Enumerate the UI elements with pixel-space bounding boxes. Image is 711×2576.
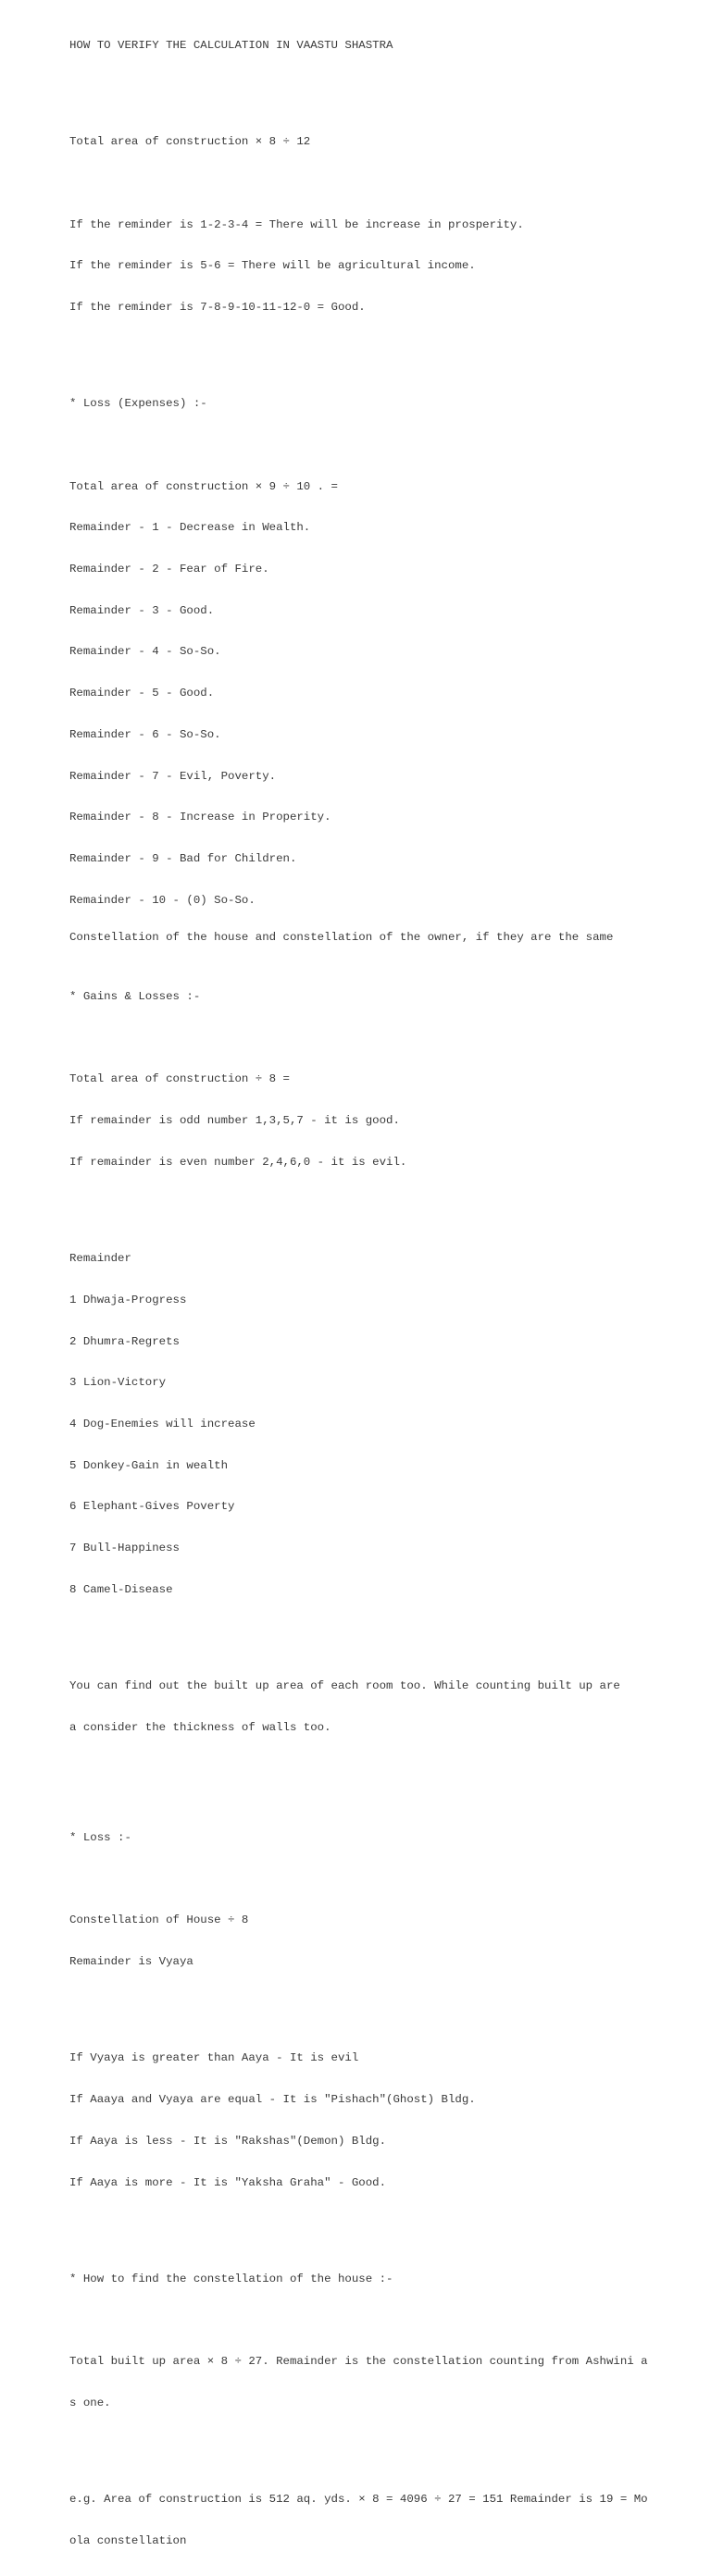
footer-line: Constellation of the house and constellation of the owner, if they are the same [69, 931, 614, 944]
built-up-area-note: You can find out the built up area of each room too. While counting built up are [69, 1679, 620, 1693]
constellation-method: Total built up area × 8 ÷ 27. Remainder is the constellation counting from Ashwini a [69, 2355, 648, 2369]
aaya-vyaya-line: If Vyaya is greater than Aaya - It is evil [69, 2051, 359, 2065]
example-line: ola constellation [69, 2533, 187, 2547]
aaya-vyaya-line: If Aaaya and Vyaya are equal - It is "Pishach"(Ghost) Bldg. [69, 2093, 476, 2107]
remainder-line: Remainder - 10 - (0) So-So. [69, 893, 256, 907]
gains-losses-heading: * Gains & Losses :- [69, 990, 201, 1003]
constellation-formula: Constellation of House ÷ 8 [69, 1913, 249, 1927]
gains-losses-line: If remainder is odd number 1,3,5,7 - it is good. [69, 1114, 400, 1128]
remainder-list-item: 4 Dog-Enemies will increase [69, 1417, 256, 1430]
document-title: HOW TO VERIFY THE CALCULATION IN VAASTU SHASTRA [69, 38, 393, 52]
example-line: e.g. Area of construction is 512 aq. yds. × 8 = 4096 ÷ 27 = 151 Remainder is 19 = Mo [69, 2493, 648, 2507]
prosperity-line: If the reminder is 1-2-3-4 = There will be increase in prosperity. [69, 217, 524, 231]
remainder-line: Remainder - 6 - So-So. [69, 727, 221, 741]
document-body [69, 11, 662, 2576]
gains-losses-formula: Total area of construction ÷ 8 = [69, 1072, 290, 1086]
remainder-list-item: 3 Lion-Victory [69, 1376, 167, 1390]
prosperity-line: If the reminder is 7-8-9-10-11-12-0 = Good. [69, 300, 366, 314]
gains-losses-line: If remainder is even number 2,4,6,0 - it is evil. [69, 1155, 407, 1169]
constellation-heading: * How to find the constellation of the house :- [69, 2272, 393, 2285]
remainder-line: Remainder - 3 - Good. [69, 603, 215, 617]
loss-heading: * Loss :- [69, 1830, 131, 1844]
remainder-list-item: 5 Donkey-Gain in wealth [69, 1458, 229, 1472]
remainder-list-item: 8 Camel-Disease [69, 1582, 173, 1596]
remainder-list-item: 1 Dhwaja-Progress [69, 1293, 187, 1307]
built-up-area-note: a consider the thickness of walls too. [69, 1720, 331, 1734]
aaya-vyaya-line: If Aaya is less - It is "Rakshas"(Demon) Bldg. [69, 2134, 387, 2148]
remainder-line: Remainder - 4 - So-So. [69, 645, 221, 659]
remainder-line: Remainder - 8 - Increase in Properity. [69, 811, 331, 824]
remainder-list-heading: Remainder [69, 1252, 131, 1266]
loss-expenses-heading: * Loss (Expenses) :- [69, 397, 207, 411]
remainder-line: Remainder - 1 - Decrease in Wealth. [69, 521, 311, 535]
constellation-method: s one. [69, 2396, 111, 2409]
remainder-line: Remainder - 5 - Good. [69, 687, 215, 700]
vyaya-line: Remainder is Vyaya [69, 1955, 193, 1969]
remainder-line: Remainder - 9 - Bad for Children. [69, 851, 297, 865]
prosperity-line: If the reminder is 5-6 = There will be agricultural income. [69, 259, 476, 273]
remainder-list-item: 2 Dhumra-Regrets [69, 1334, 180, 1348]
prosperity-formula: Total area of construction × 8 ÷ 12 [69, 135, 311, 149]
loss-expenses-formula: Total area of construction × 9 ÷ 10 . = [69, 479, 338, 493]
remainder-list-item: 7 Bull-Happiness [69, 1542, 180, 1555]
remainder-line: Remainder - 2 - Fear of Fire. [69, 563, 269, 576]
remainder-list-item: 6 Elephant-Gives Poverty [69, 1500, 235, 1514]
remainder-line: Remainder - 7 - Evil, Poverty. [69, 769, 277, 783]
aaya-vyaya-line: If Aaya is more - It is "Yaksha Graha" - Good. [69, 2175, 387, 2189]
